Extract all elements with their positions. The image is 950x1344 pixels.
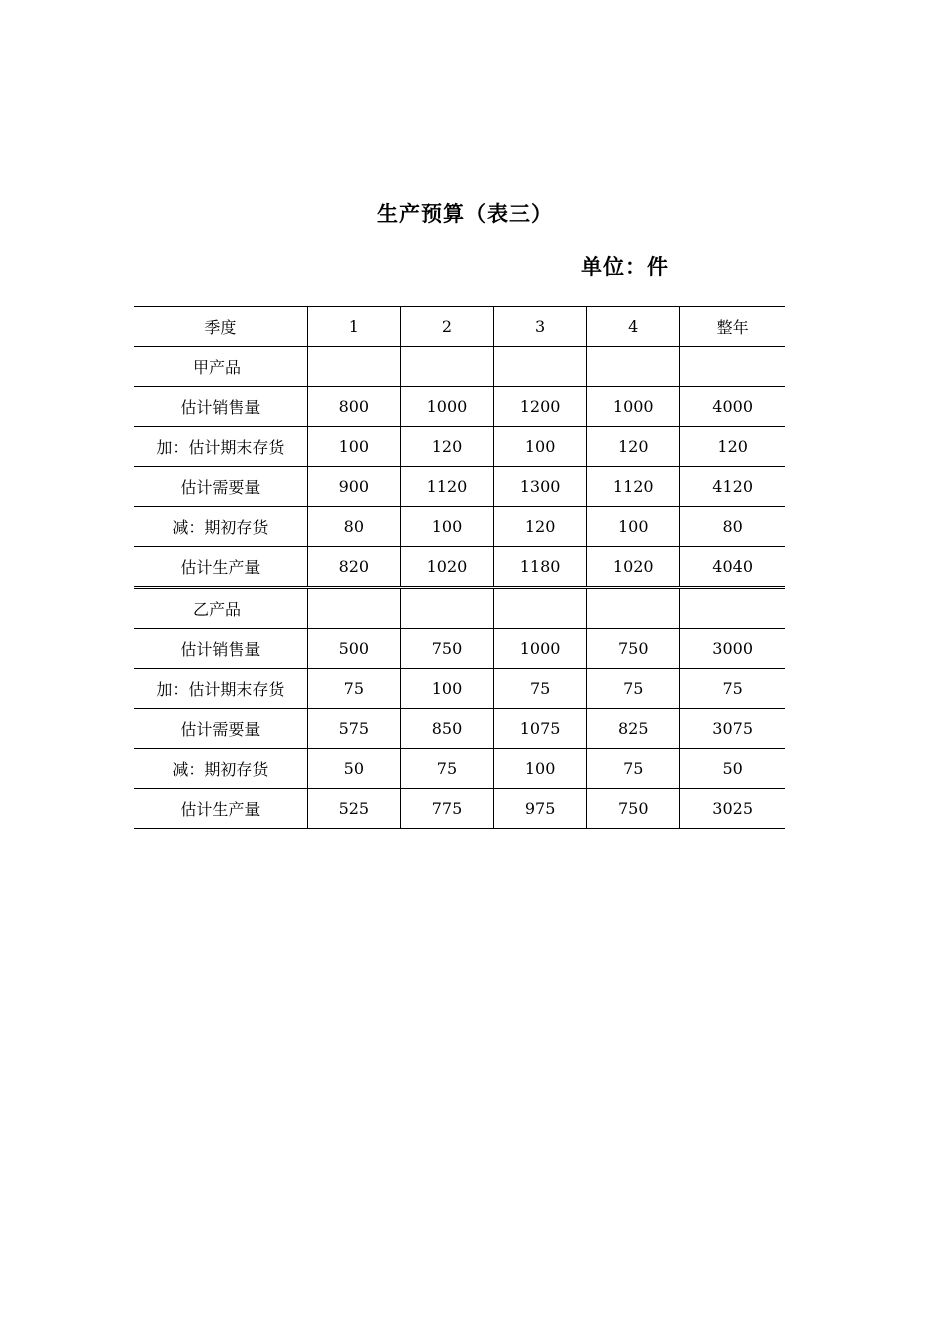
production-budget-table <box>134 306 785 829</box>
table-row <box>134 669 785 709</box>
table-cell: 1000 <box>587 387 680 427</box>
section-row-product-b <box>134 588 785 629</box>
row-label: 估计销售量 <box>134 387 307 427</box>
row-label: 估计生产量 <box>134 789 307 829</box>
empty-cell <box>307 588 400 629</box>
section-row-product-a <box>134 347 785 387</box>
table-cell: 750 <box>400 629 493 669</box>
section-label: 甲产品 <box>134 347 307 387</box>
table-cell: 120 <box>494 507 587 547</box>
table-cell: 75 <box>494 669 587 709</box>
header-cell: 3 <box>494 307 587 347</box>
table-cell: 75 <box>307 669 400 709</box>
table-cell: 975 <box>494 789 587 829</box>
section-label: 乙产品 <box>134 588 307 629</box>
table-cell: 1000 <box>400 387 493 427</box>
table-row <box>134 507 785 547</box>
table-cell: 825 <box>587 709 680 749</box>
table-cell: 100 <box>400 507 493 547</box>
document-title: 生产预算（表三） <box>377 202 553 226</box>
table-cell: 80 <box>680 507 785 547</box>
table-cell: 4000 <box>680 387 785 427</box>
table-cell: 100 <box>400 669 493 709</box>
table-cell: 120 <box>400 427 493 467</box>
table-cell: 1200 <box>494 387 587 427</box>
table-cell: 1020 <box>400 547 493 588</box>
table-row <box>134 547 785 588</box>
table-cell: 4040 <box>680 547 785 588</box>
row-label: 减：期初存货 <box>134 749 307 789</box>
empty-cell <box>680 588 785 629</box>
empty-cell <box>400 588 493 629</box>
table-cell: 50 <box>680 749 785 789</box>
table-cell: 100 <box>494 749 587 789</box>
header-cell: 季度 <box>134 307 307 347</box>
header-cell: 4 <box>587 307 680 347</box>
row-label: 加：估计期末存货 <box>134 427 307 467</box>
table-cell: 75 <box>680 669 785 709</box>
empty-cell <box>494 588 587 629</box>
table-cell: 120 <box>680 427 785 467</box>
row-label: 估计生产量 <box>134 547 307 588</box>
table-row <box>134 467 785 507</box>
table-cell: 900 <box>307 467 400 507</box>
table-cell: 3075 <box>680 709 785 749</box>
table-cell: 750 <box>587 789 680 829</box>
row-label: 估计需要量 <box>134 709 307 749</box>
unit-label: 单位：件 <box>581 255 669 279</box>
table-row <box>134 629 785 669</box>
table-cell: 100 <box>587 507 680 547</box>
table-cell: 750 <box>587 629 680 669</box>
table-cell: 3025 <box>680 789 785 829</box>
table-cell: 100 <box>307 427 400 467</box>
table-row <box>134 789 785 829</box>
header-cell: 1 <box>307 307 400 347</box>
empty-cell <box>494 347 587 387</box>
table-cell: 775 <box>400 789 493 829</box>
table-cell: 1000 <box>494 629 587 669</box>
table-cell: 850 <box>400 709 493 749</box>
table-cell: 575 <box>307 709 400 749</box>
table-header-row <box>134 307 785 347</box>
header-cell: 整年 <box>680 307 785 347</box>
header-cell: 2 <box>400 307 493 347</box>
table-cell: 1120 <box>587 467 680 507</box>
table-cell: 3000 <box>680 629 785 669</box>
table-row <box>134 427 785 467</box>
table-row <box>134 749 785 789</box>
table-cell: 500 <box>307 629 400 669</box>
row-label: 估计需要量 <box>134 467 307 507</box>
row-label: 估计销售量 <box>134 629 307 669</box>
empty-cell <box>680 347 785 387</box>
table-cell: 1120 <box>400 467 493 507</box>
table-cell: 75 <box>587 669 680 709</box>
table-cell: 4120 <box>680 467 785 507</box>
table-cell: 80 <box>307 507 400 547</box>
table-cell: 1180 <box>494 547 587 588</box>
table-cell: 525 <box>307 789 400 829</box>
empty-cell <box>307 347 400 387</box>
empty-cell <box>400 347 493 387</box>
table-row <box>134 387 785 427</box>
table-cell: 1075 <box>494 709 587 749</box>
table-cell: 75 <box>400 749 493 789</box>
empty-cell <box>587 347 680 387</box>
table-cell: 50 <box>307 749 400 789</box>
table-cell: 1300 <box>494 467 587 507</box>
table-cell: 75 <box>587 749 680 789</box>
row-label: 减：期初存货 <box>134 507 307 547</box>
row-label: 加：估计期末存货 <box>134 669 307 709</box>
table-cell: 800 <box>307 387 400 427</box>
table-cell: 820 <box>307 547 400 588</box>
table-cell: 100 <box>494 427 587 467</box>
table-cell: 1020 <box>587 547 680 588</box>
table-row <box>134 709 785 749</box>
empty-cell <box>587 588 680 629</box>
table-cell: 120 <box>587 427 680 467</box>
